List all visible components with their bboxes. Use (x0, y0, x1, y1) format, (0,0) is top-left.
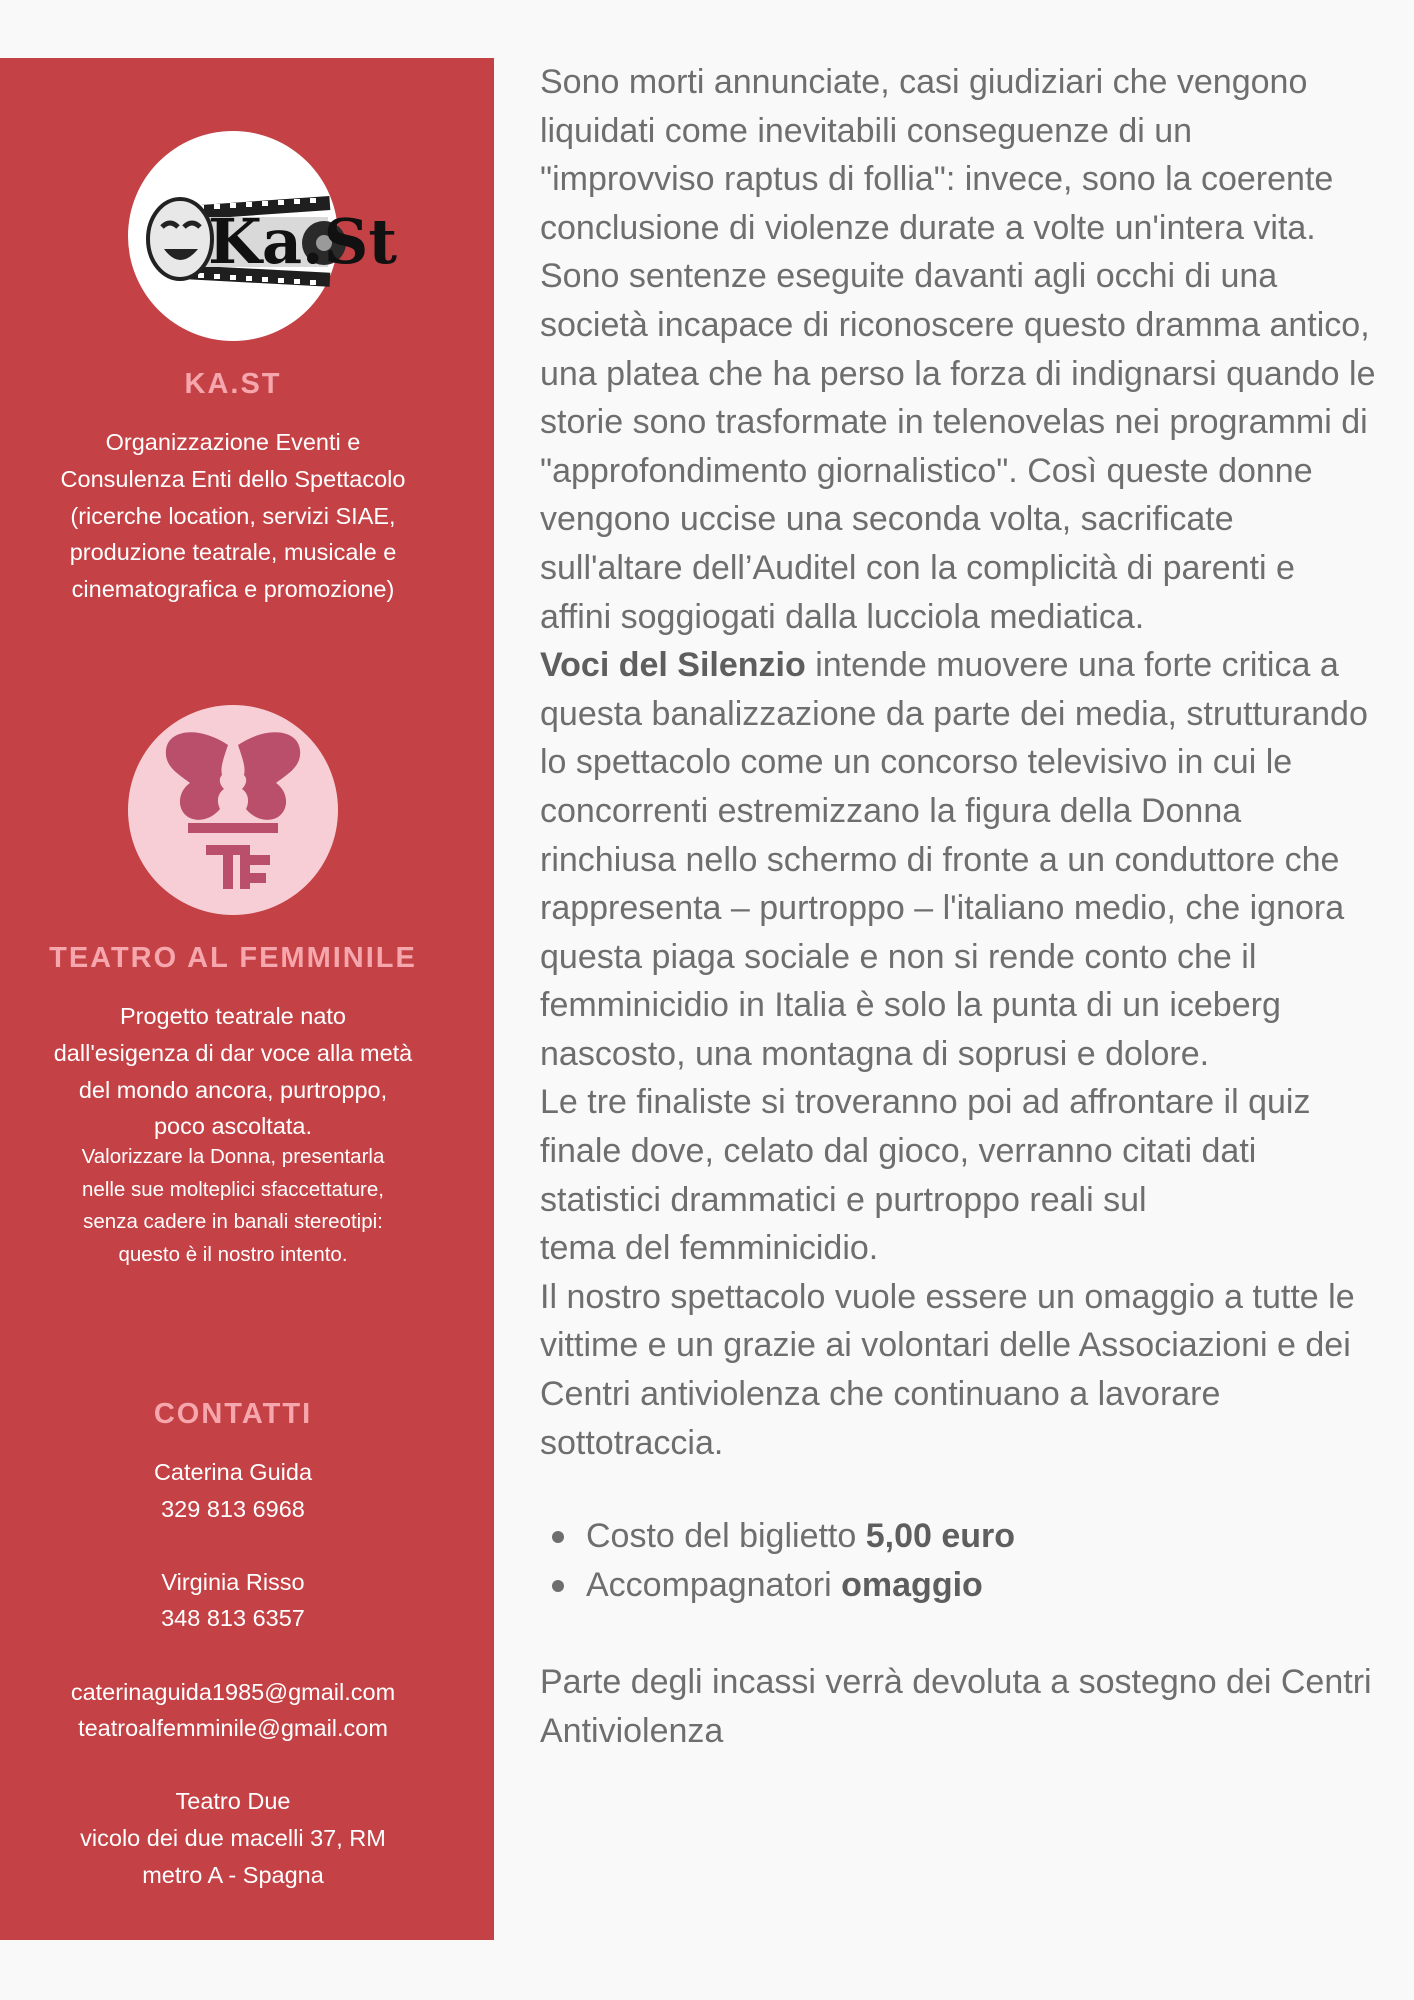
contatti-heading: CONTATTI (153, 1398, 313, 1430)
teatro-description: Progetto teatrale nato dall'esigenza di dar voce alla metà del mondo ancora, purtroppo, poco ascoltata. (53, 1003, 413, 1140)
butterfly-faces-icon (128, 705, 338, 915)
list-item: Costo del biglietto 5,00 euro (540, 1512, 1015, 1561)
svg-text:Ka.St: Ka.St (208, 205, 398, 278)
sidebar (0, 58, 494, 1940)
voci-del-silenzio-line: Voci del Silenzio intende muovere una forte critica a (540, 646, 1339, 685)
list-item: Accompagnatori omaggio (540, 1561, 1015, 1610)
venue-name: Teatro Due (175, 1788, 291, 1815)
teatro-al-femminile-logo (128, 705, 338, 915)
main-text: Sono morti annunciate, casi giudiziari che vengono liquidati come inevitabili conseguenze di un "improvviso raptus di follia": invece, sono la coerente conclusione di violenze durate a volte un'intera vita. Sono sentenze eseguite davanti agli occhi di una società incapace di riconoscere questo dramma antico, una platea che ha perso la forza di indignarsi quando le storie sono trasformate in telenovelas nei programmi di "approfondimento giornalistico". Così queste donne vengono uccise una seconda volta, sacrificate sull'altare dell’Auditel con la complicità di parenti e affini soggiogati dalla lucciola mediatica. Voci del Silenzio intende muovere una forte critica a questa banalizzazione da parte dei media, strutturando lo spettacolo come un concorso televisivo in cui le concorrenti estremizzano la figura della Donna rinchiusa nello schermo di fronte a un conduttore che rappresenta – purtroppo – l'italiano medio, che ignora questa piaga sociale e non si rende conto che il femminicidio in Italia è solo la punta di un iceberg nascosto, una montagna di soprusi e dolore. Le tre finaliste si troveranno poi ad affrontare il quiz finale dove, celato dal gioco, verranno citati dati statistici drammatici e purtroppo reali sul tema del femminicidio. Il nostro spettacolo vuole essere un omaggio a tutte le vittime e un grazie ai volontari delle Associazioni e dei Centri antiviolenza che continuano a lavorare sottotraccia. (540, 58, 1380, 1467)
contatti-list (20, 1454, 446, 1893)
kast-description: Organizzazione Eventi e Consulenza Enti dello Spettacolo (ricerche location, servizi SIAE, produzione teatrale, musicale e cinematografica e promozione) (60, 429, 406, 603)
contact-phone: 329 813 6968 (161, 1495, 305, 1522)
venue-address: vicolo dei due macelli 37, RM (80, 1824, 386, 1851)
teatro-heading: TEATRO AL FEMMINILE (49, 942, 417, 974)
contact-email: teatroalfemminile@gmail.com (78, 1715, 388, 1742)
kast-logo (128, 131, 398, 341)
theatre-mask-film-reel-icon (128, 131, 398, 341)
teatro-intent: Valorizzare la Donna, presentarla nelle sue molteplici sfaccettature, senza cadere in banali stereotipi: questo è il nostro intento. (81, 1145, 385, 1267)
show-title: Voci del Silenzio (540, 646, 806, 685)
contact-email: caterinaguida1985@gmail.com (70, 1678, 396, 1705)
ticket-info-list (540, 1512, 1015, 1609)
bullet-icon (552, 1580, 564, 1592)
proceeds-note: Parte degli incassi verrà devoluta a sostegno dei Centri Antiviolenza (540, 1663, 1372, 1750)
contact-name: Virginia Risso (161, 1568, 305, 1595)
kast-heading: KA.ST (184, 368, 282, 400)
contact-phone: 348 813 6357 (161, 1605, 305, 1632)
bullet-icon (552, 1531, 564, 1543)
contact-name: Caterina Guida (153, 1459, 313, 1485)
venue-metro: metro A - Spagna (142, 1861, 324, 1888)
